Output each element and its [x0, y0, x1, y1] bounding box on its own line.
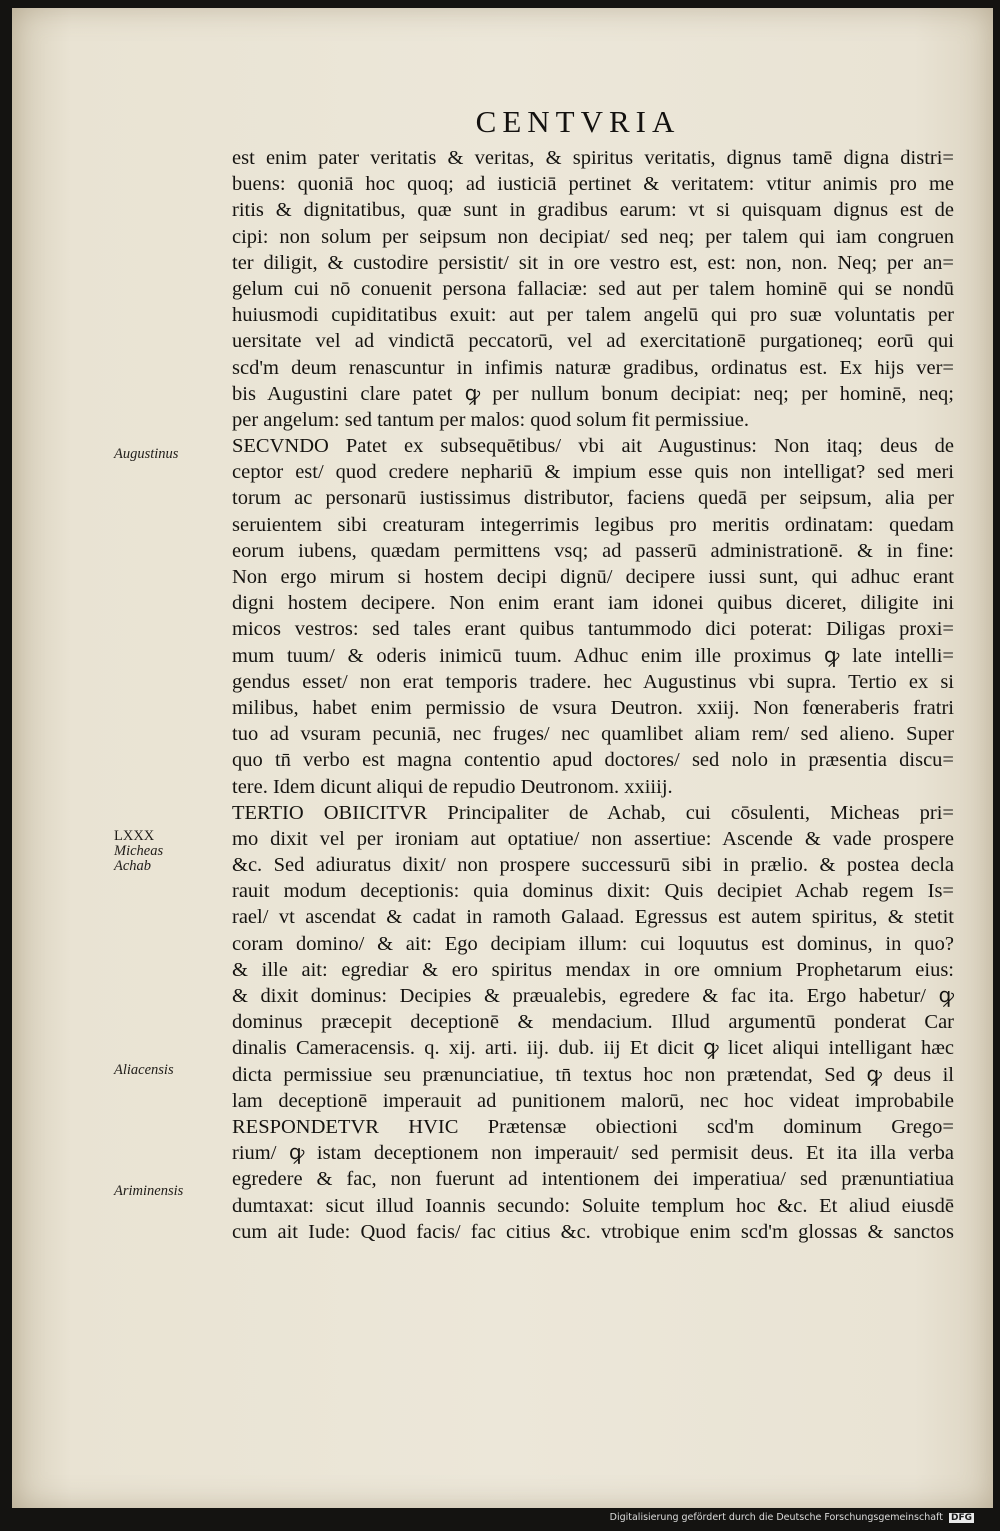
- margin-note-achab: Achab: [114, 858, 152, 874]
- text-line: lam deceptionē imperauit ad punitionem malorū, nec hoc videat improbabile: [232, 1089, 954, 1112]
- body-text: [232, 145, 954, 1245]
- margin-note-ariminensis: Ariminensis: [114, 1183, 184, 1199]
- text-line: coram domino/ & ait: Ego decipiam illum: cui loquutus est dominus, in quo?: [232, 932, 954, 955]
- text-line: micos vestros: sed tales erant quibus tantummodo dici poterat: Diligas proxi=: [232, 618, 954, 641]
- text-line: cipi: non solum per seipsum non decipiat/ sed neq; per talem qui iam congruen: [232, 225, 954, 248]
- text-line: mo dixit vel per ironiam aut optatiue/ non assertiue: Ascende & vade prospere: [232, 827, 954, 850]
- text-line: scd'm deum renascuntur in infimis naturæ gradibus, ordinatus est. Ex hijs ver=: [232, 356, 954, 379]
- text-line: dominus præcepit deceptionē & mendacium. Illud argumentū ponderat Car: [232, 1011, 954, 1034]
- margin-note-number: LXXX: [114, 828, 155, 844]
- text-line: huiusmodi cupiditatibus exuit: aut per talem angelū qui pro suæ voluntatis per: [232, 304, 954, 327]
- text-line: dicta permissiue seu prænunciatiue, tn̄ textus hoc non prætendat, Sed ꝙ deus il: [232, 1063, 954, 1086]
- text-line: mum tuum/ & oderis inimicū tuum. Adhuc enim ille proximus ꝙ late intelli=: [232, 644, 954, 667]
- margin-note-micheas: Micheas: [114, 843, 164, 859]
- running-header: [0, 104, 1000, 140]
- text-line: est enim pater veritatis & veritas, & spiritus veritatis, dignus tamē digna distri=: [232, 147, 954, 169]
- text-line: bis Augustini clare patet ꝙ per nullum bonum decipiat: neq; per hominē, neq;: [232, 382, 954, 405]
- text-line: ceptor est/ quod credere nephariū & impium esse quis non intelligat? sed meri: [232, 461, 954, 484]
- text-line: tuo ad vsuram pecuniā, nec fruges/ nec quamlibet aliam rem/ sed alieno. Super: [232, 723, 954, 746]
- margin-note-augustinus: Augustinus: [114, 446, 179, 462]
- text-line: tere. Idem dicunt aliqui de repudio Deutronom. xxiiij.: [232, 775, 673, 798]
- text-line: eorum iubens, quædam permittens vsq; ad passerū administrationē. & in fine:: [232, 539, 954, 562]
- text-line: digni hostem decipere. Non enim erant iam idonei quibus diceret, diligite ini: [232, 592, 954, 615]
- text-line: milibus, habet enim permissio de vsura Deutron. xxiij. Non fœneraberis fratri: [232, 696, 954, 719]
- text-line: rauit modum deceptionis: quia dominus dixit: Quis decipiet Achab regem Is=: [232, 880, 954, 903]
- text-line: buens: quoniā hoc quoq; ad iusticiā pertinet & veritatem: vtitur animis pro me: [232, 173, 954, 196]
- text-line: &c. Sed adiuratus dixit/ non prospere successurū sibi in prælio. & postea decla: [232, 854, 954, 877]
- text-line: torum ac personarū iustissimus distributor, faciens quedā per seipsum, alia per: [232, 487, 954, 510]
- text-line: gendus esset/ non erat temporis tradere. hec Augustinus vbi supra. Tertio ex si: [232, 670, 954, 693]
- dfg-logo: DFG: [950, 1513, 972, 1523]
- text-line: dumtaxat: sicut illud Ioannis secundo: Soluite templum hoc &c. Et aliud eiusdē: [232, 1194, 954, 1217]
- text-line: gelum cui nō conuenit persona fallaciæ: sed aut per talem hominē qui se nondū: [232, 277, 954, 300]
- margin-note-aliacensis: Aliacensis: [114, 1062, 174, 1078]
- text-line: ter diligit, & custodire persistit/ sit in ore vestro est, est: non, non. Neq; per an=: [232, 251, 954, 274]
- text-line: SECVNDO Patet ex subsequētibus/ vbi ait Augustinus: Non itaq; deus de: [232, 435, 954, 458]
- text-line: dinalis Cameracensis. q. xij. arti. iij. dub. iij Et dicit ꝙ licet aliqui intelligant hæc: [232, 1037, 954, 1060]
- running-header-title: CENTVRIA: [475, 104, 681, 139]
- digitization-footer: [610, 1512, 974, 1523]
- text-line: egredere & fac, non fuerunt ad intentionem dei imperatiua/ sed prænuntiatiua: [232, 1168, 954, 1191]
- text-line: quo tn̄ verbo est magna contentio apud doctores/ sed nolo in præsentia discu=: [232, 749, 954, 772]
- text-line: rium/ ꝙ istam deceptionem non imperauit/ sed permisit deus. Et ita illa verba: [232, 1142, 954, 1165]
- text-line: Non ergo mirum si hostem decipi dignū/ decipere iussi sunt, qui adhuc erant: [232, 566, 954, 588]
- text-line: RESPONDETVR HVIC Prætensæ obiectioni scd'm dominum Grego=: [232, 1115, 954, 1138]
- margin-note-lxxx: [114, 828, 163, 873]
- text-line: ritis & dignitatibus, quæ sunt in gradibus earum: vt si quisquam dignus est de: [232, 199, 954, 222]
- text-line: & dixit dominus: Decipies & præualebis, egredere & fac ita. Ergo habetur/ ꝙ: [232, 985, 954, 1007]
- text-line: TERTIO OBIICITVR Principaliter de Achab, cui cōsulenti, Micheas pri=: [232, 801, 954, 824]
- text-line: uersitate vel ad vindictā peccatorū, vel ad exercitationē purgationeq; eorū qui: [232, 330, 954, 353]
- text-line: & ille ait: egrediar & ero spiritus mendax in ore omnium Prophetarum eius:: [232, 958, 954, 981]
- text-line: cum ait Iude: Quod facis/ fac citius &c. vtrobique enim scd'm glossas & sanctos: [232, 1220, 954, 1243]
- text-line: rael/ vt ascendat & cadat in ramoth Galaad. Egressus est autem spiritus, & stetit: [232, 906, 954, 929]
- text-line: per angelum: sed tantum per malos: quod solum fit permissiue.: [232, 408, 749, 431]
- footer-text: Digitalisierung gefördert durch die Deutsche Forschungsgemeinschaft: [609, 1512, 943, 1523]
- text-line: seruientem sibi creaturam integerrimis legibus pro meritis ordinatam: quedam: [232, 513, 954, 536]
